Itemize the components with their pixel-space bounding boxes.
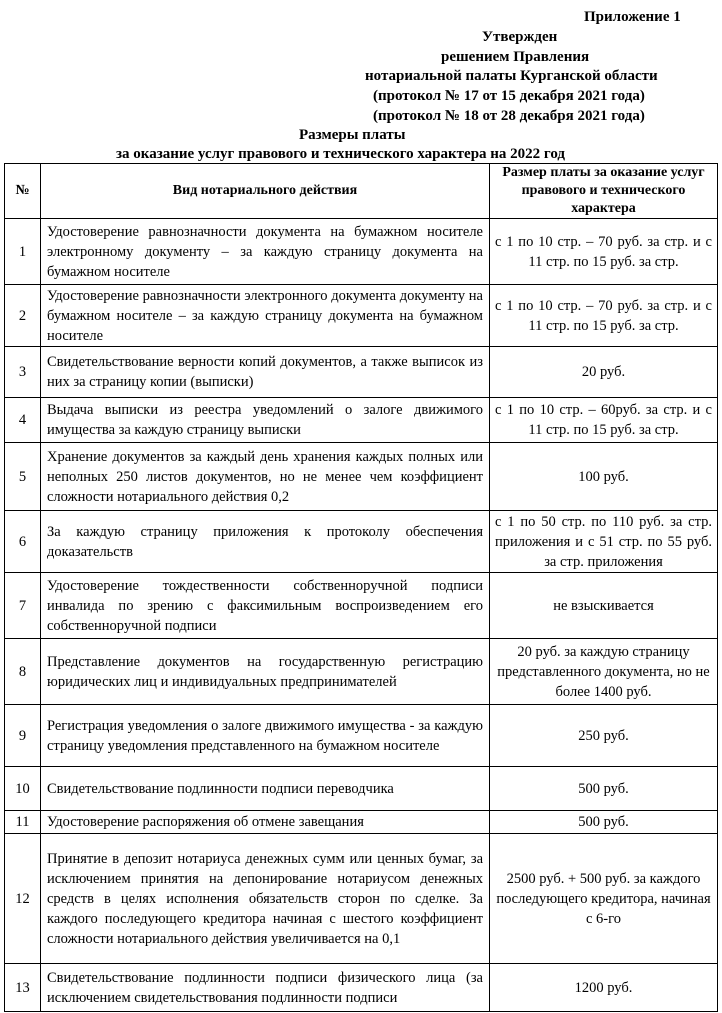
row-number: 3 <box>5 347 41 398</box>
row-number: 5 <box>5 443 41 511</box>
protocol-2-label: (протокол № 18 от 28 декабря 2021 года) <box>373 108 645 124</box>
table-row <box>5 834 718 964</box>
table-row <box>5 811 718 834</box>
row-number: 11 <box>5 811 41 834</box>
row-action: Представление документов на государственную регистрацию юридических лиц и индивидуальных предпринимателей <box>41 639 490 705</box>
row-action: Хранение документов за каждый день хранения каждых полных или неполных 250 листов документов, но не менее чем коэффициент сложности нотариального действия 0,2 <box>41 443 490 511</box>
row-fee: с 1 по 10 стр. – 70 руб. за стр. и с 11 стр. по 15 руб. за стр. <box>490 285 718 347</box>
row-fee: 250 руб. <box>490 705 718 767</box>
row-number: 12 <box>5 834 41 964</box>
table-row <box>5 347 718 398</box>
table-row <box>5 219 718 285</box>
row-action: Свидетельствование подлинности подписи физического лица (за исключением свидетельствования подлинности подписи <box>41 964 490 1012</box>
row-number: 6 <box>5 511 41 573</box>
approved-label: Утвержден <box>482 29 558 45</box>
row-action: Свидетельствование верности копий документов, а также выписок из них за страницу копии (выписки) <box>41 347 490 398</box>
appendix-label: Приложение 1 <box>584 9 681 25</box>
row-fee: 100 руб. <box>490 443 718 511</box>
row-number: 2 <box>5 285 41 347</box>
fee-table <box>4 163 718 1012</box>
header-fee: Размер платы за оказание услуг правового и технического характера <box>490 164 718 219</box>
document-title: Размеры платы <box>299 127 406 143</box>
row-fee: не взыскивается <box>490 573 718 639</box>
row-fee: 500 руб. <box>490 811 718 834</box>
row-fee: 20 руб. <box>490 347 718 398</box>
header-action: Вид нотариального действия <box>41 164 490 219</box>
row-action: Свидетельствование подлинности подписи переводчика <box>41 767 490 811</box>
row-fee: 2500 руб. + 500 руб. за каждого последующего кредитора, начиная с 6-го <box>490 834 718 964</box>
row-action: Удостоверение тождественности собственноручной подписи инвалида по зрению с факсимильным воспроизведением его собственноручной подписи <box>41 573 490 639</box>
row-number: 7 <box>5 573 41 639</box>
row-fee: с 1 по 10 стр. – 60руб. за стр. и с 11 стр. по 15 руб. за стр. <box>490 398 718 443</box>
table-row <box>5 285 718 347</box>
row-number: 10 <box>5 767 41 811</box>
row-number: 1 <box>5 219 41 285</box>
row-fee: 20 руб. за каждую страницу представленного документа, но не более 1400 руб. <box>490 639 718 705</box>
row-action: За каждую страницу приложения к протоколу обеспечения доказательств <box>41 511 490 573</box>
row-number: 4 <box>5 398 41 443</box>
table-row <box>5 964 718 1012</box>
table-row <box>5 398 718 443</box>
row-number: 8 <box>5 639 41 705</box>
row-number: 9 <box>5 705 41 767</box>
protocol-1-label: (протокол № 17 от 15 декабря 2021 года) <box>373 88 645 104</box>
header-number: № <box>5 164 41 219</box>
table-row <box>5 511 718 573</box>
row-action: Удостоверение равнозначности электронного документа документу на бумажном носителе – за каждую страницу документа на бумажном носителе <box>41 285 490 347</box>
table-row <box>5 639 718 705</box>
table-header-row <box>5 164 718 219</box>
row-fee: 1200 руб. <box>490 964 718 1012</box>
row-action: Удостоверение равнозначности документа на бумажном носителе электронному документу – за каждую страницу документа на бумажном носителе <box>41 219 490 285</box>
document-subtitle: за оказание услуг правового и технического характера на 2022 год <box>116 146 566 162</box>
decision-label: решением Правления <box>441 49 590 65</box>
row-number: 13 <box>5 964 41 1012</box>
row-action: Принятие в депозит нотариуса денежных сумм или ценных бумаг, за исключением принятия на депонирование нотариусом денежных средств в целях исполнения обязательств сторон по сделке. За каждого последующего кредитора начиная с шестого коэффициент сложности нотариального действия увеличивается на 0,1 <box>41 834 490 964</box>
table-row <box>5 573 718 639</box>
chamber-label: нотариальной палаты Курганской области <box>365 68 658 84</box>
table-row <box>5 705 718 767</box>
row-fee: с 1 по 10 стр. – 70 руб. за стр. и с 11 стр. по 15 руб. за стр. <box>490 219 718 285</box>
row-action: Выдача выписки из реестра уведомлений о залоге движимого имущества за каждую страницу выписки <box>41 398 490 443</box>
row-fee: с 1 по 50 стр. по 110 руб. за стр. приложения и с 51 стр. по 55 руб. за стр. приложения <box>490 511 718 573</box>
row-action: Удостоверение распоряжения об отмене завещания <box>41 811 490 834</box>
table-row <box>5 443 718 511</box>
row-fee: 500 руб. <box>490 767 718 811</box>
row-action: Регистрация уведомления о залоге движимого имущества - за каждую страницу уведомления представленного на бумажном носителе <box>41 705 490 767</box>
table-row <box>5 767 718 811</box>
